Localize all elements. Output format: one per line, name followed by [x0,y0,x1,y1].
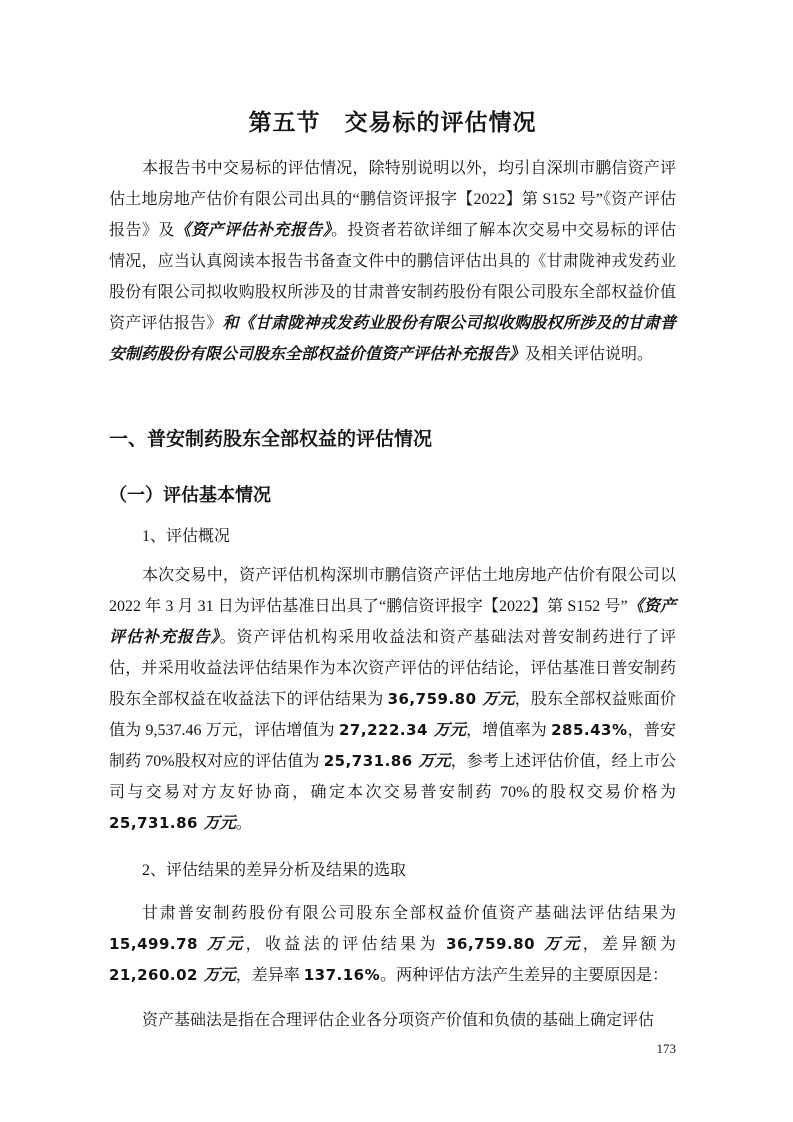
page-number: 173 [656,1041,676,1056]
text-run: 本报告书中交易标的评估情况，除特别说明以外，均引自深圳市鹏信资产评估土地房地产估价有限公司出具的“鹏信资评报字【2022】第 S152 号”《资产评估报告》及 [109,160,676,239]
text-run-bold-italic: 和《甘肃陇神戎发药业股份有限公司拟收购股权所涉及的甘肃普安制药股份有限公司股东全部权益价值资产评估补充报告》 [109,315,676,363]
text-run: ，股东全部权益账面价值为 9,537.46 万元，评估增值为 [109,691,676,739]
value-difference-amount: 21,260.02 [109,966,204,984]
heading-subsection-one: （一）评估基本情况 [109,485,271,505]
value-transaction-price: 25,731.86 [109,814,204,832]
text-run: 甘肃普安制药股份有限公司股东全部权益价值资产基础法评估结果为 [142,905,676,922]
text-run: 及相关评估说明。 [525,346,654,363]
text-run: ，差异率 [235,967,304,984]
text-run: 。 [235,815,252,832]
section-title: 第五节 交易标的评估情况 [248,109,537,135]
paragraph-valuation-detail [109,560,676,839]
text-run: ，普安制药 70%股权对应的评估值为 [109,722,676,770]
paragraph-difference-analysis [109,898,676,991]
unit-wanyuan: 万元 [203,815,236,832]
text-run: 。资产评估机构采用收益法和资产基础法对普安制药进行了评估，并采用收益法评估结果作为本次资产评估的评估结论，评估基准日普安制药股东全部权益在收益法下的评估结果为 [109,629,676,708]
value-income-approach: 36,759.80 [387,690,483,708]
unit-wanyuan: 万元 [418,753,451,770]
text-run-bold-italic: 《资产评估补充报告》 [174,222,332,239]
text-run: ，增值率为 [466,722,552,739]
value-appreciation-rate: 285.43% [551,721,628,739]
list-item-1: 1、评估概况 [142,528,231,545]
paragraph-intro [109,153,676,401]
value-asset-based-result: 15,499.78 [109,935,207,953]
text-run: 。投资者若欲详细了解本次交易中交易标的评估情况，应当认真阅读本报告书备查文件中的鹏信评估出具的《甘肃陇神戎发药业股份有限公司拟收购股权所涉及的甘肃普安制药股份有限公司股东全部权益价值资产评估报告》 [109,222,676,332]
paragraph-asset-basis-method: 资产基础法是指在合理评估企业各分项资产价值和负债的基础上确定评估 [142,1012,655,1029]
unit-wanyuan: 万元 [203,967,236,984]
text-run: 。两种评估方法产生差异的主要原因是： [380,967,669,984]
unit-wanyuan: 万元 [482,691,515,708]
text-run: ，收益法的评估结果为 [245,936,447,953]
text-run: 本次交易中，资产评估机构深圳市鹏信资产评估土地房地产估价有限公司以 2022 年 3 月 31 日为评估基准日出具了“鹏信资评报字【2022】第 S152 号” [109,567,676,615]
value-70pct-equity: 25,731.86 [323,752,419,770]
unit-wanyuan: 万元 [433,722,467,739]
unit-wanyuan: 万元 [544,936,583,953]
value-difference-rate: 137.16% [303,966,381,984]
heading-section-one: 一、普安制药股东全部权益的评估情况 [109,429,433,450]
value-appreciation: 27,222.34 [339,721,434,739]
list-item-2: 2、评估结果的差异分析及结果的选取 [142,862,407,879]
unit-wanyuan: 万元 [207,936,246,953]
text-run: ，参考上述评估价值，经上市公司与交易对方友好协商，确定本次交易普安制药 70%的股权交易价格为 [109,753,676,801]
text-run: ，差异额为 [582,936,676,953]
text-run-bold-italic: 《资产评估补充报告》 [109,598,676,646]
value-income-result: 36,759.80 [446,935,545,953]
